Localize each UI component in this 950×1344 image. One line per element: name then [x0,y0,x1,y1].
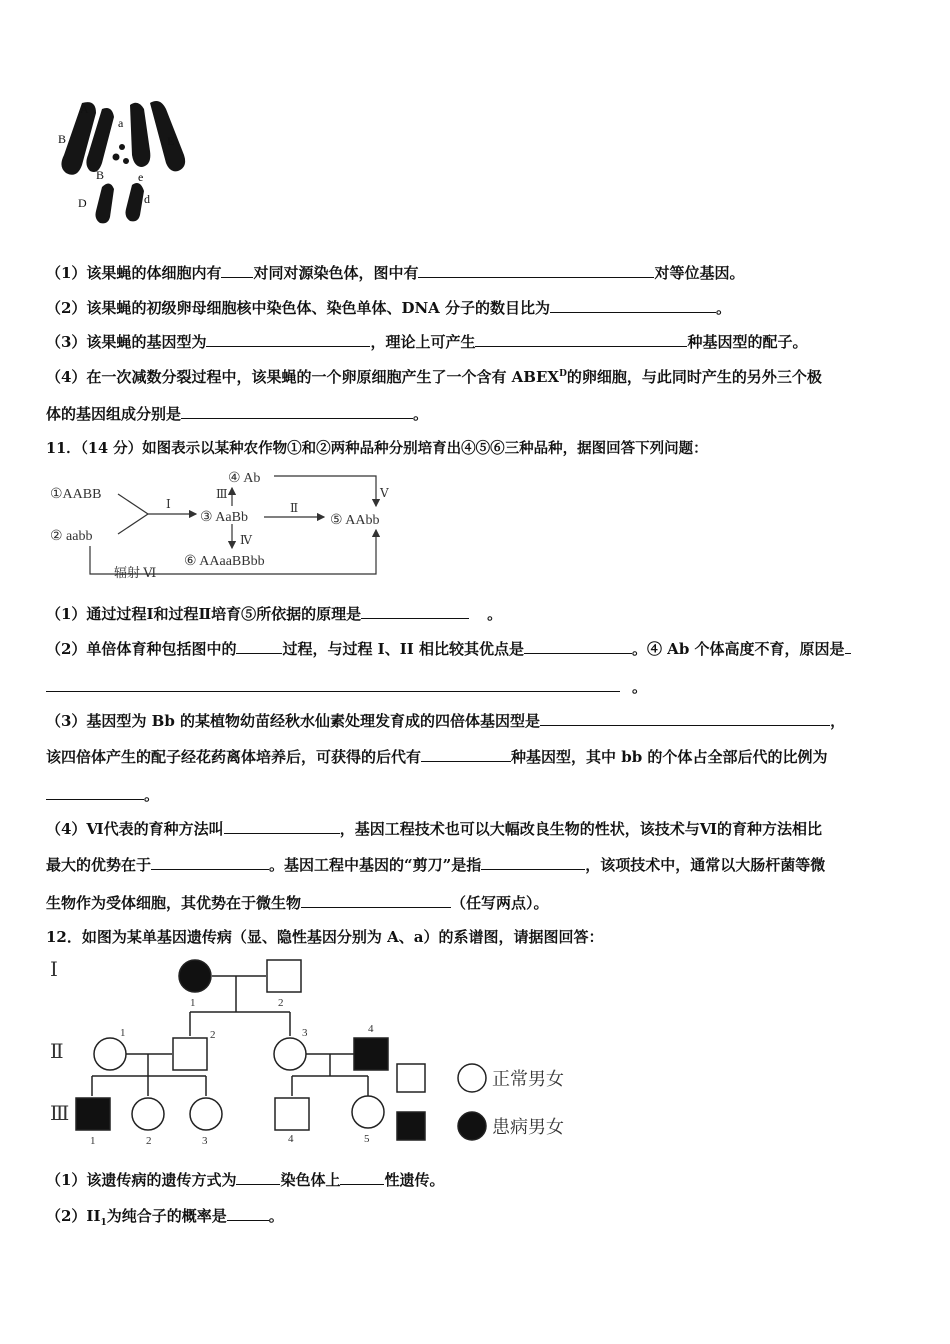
label-B-top: B [58,132,67,146]
q12-line-2: $(2)II_1$为纯合子的概率是 。 [46,1207,284,1228]
q10-line-5: 体的基因组成分别是 。 [46,405,429,423]
q11-line-2b: 。 [46,676,647,697]
generation-II: Ⅱ [50,1041,64,1063]
label-II-3: 3 [302,1027,308,1039]
label-E: E [167,134,175,148]
individual-II-1 [94,1038,126,1070]
individual-III-2 [132,1098,164,1130]
chromosome-dot [113,154,120,161]
q10-line-3: （3）该果蝇的基因型为 ，理论上可产生 种基因型的配子。 [46,333,808,351]
blank[interactable] [361,604,469,619]
individual-III-3 [190,1098,222,1130]
legend-affected-male [397,1112,425,1140]
q11-line-4: （4）Ⅵ代表的育种方法叫 ，基因工程技术也可以大幅改良生物的性状，该技术与Ⅵ的育种方法相比 [46,820,822,838]
q11-line-3: （3）基因型为 Bb 的某植物幼苗经秋水仙素处理发育成的四倍体基因型是 ， [46,712,846,730]
label-a: a [118,116,124,130]
process-VI: 辐射 Ⅵ [114,565,157,580]
blank[interactable] [221,263,253,278]
blank[interactable] [540,711,830,726]
blank[interactable] [227,1206,269,1221]
q11-line-3c: 。 [46,784,159,805]
node-2: ② aabb [50,529,93,544]
label-D: D [78,196,87,210]
individual-I-2 [267,960,301,992]
blank[interactable] [181,404,413,419]
label-III-2: 2 [146,1135,152,1147]
individual-II-3 [274,1038,306,1070]
label-II-1: 1 [120,1027,126,1039]
label-e: e [138,170,144,184]
individual-III-5 [352,1096,384,1128]
q11-line-4c: 生物作为受体细胞，其优势在于微生物 （任写两点）。 [46,894,549,912]
breeding-diagram [46,464,406,580]
label-I-2: 2 [278,997,284,1009]
blank[interactable] [481,855,585,870]
label-III-5: 5 [364,1133,370,1145]
legend-normal-label: 正常男女 [492,1069,564,1089]
pedigree-chart [44,954,584,1150]
blank[interactable] [421,747,511,762]
legend-affected-female [458,1112,486,1140]
blank[interactable] [236,1170,280,1185]
blank[interactable] [46,677,620,692]
chromosome-dot [119,144,125,150]
label-d: d [144,192,150,206]
legend-normal-female [458,1064,486,1092]
node-3: ③ AaBb [200,510,248,525]
q11-line-4b: 最大的优势在于 。基因工程中基因的“剪刀”是指 ，该项技术中，通常以大肠杆菌等微 [46,856,826,874]
label-B-low: B [96,168,105,182]
process-I: Ⅰ [166,497,171,511]
blank[interactable] [524,639,632,654]
node-6: ⑥ AAaaBBbb [184,554,265,569]
label-III-1: 1 [90,1135,96,1147]
node-1: ①AABB [50,487,102,502]
q12-heading: 12．如图为某单基因遗传病（显、隐性基因分别为 A、a）的系谱图，请据图回答： [46,928,604,946]
individual-III-4 [275,1098,309,1130]
legend-normal-male [397,1064,425,1092]
chromosome-3 [130,103,150,167]
chromosome-6 [126,183,145,221]
blank[interactable] [46,785,144,800]
blank[interactable] [301,893,451,908]
label-III-3: 3 [202,1135,208,1147]
blank[interactable] [340,1170,384,1185]
blank[interactable] [206,332,370,347]
process-V: Ⅴ [380,486,389,500]
q10-line-1: （1）该果蝇的体细胞内有 对同对源染色体，图中有 对等位基因。 [46,264,745,282]
blank[interactable] [475,332,687,347]
label-III-4: 4 [288,1133,294,1145]
chromosome-5 [96,183,115,223]
blank[interactable] [418,263,654,278]
process-IV: Ⅳ [240,533,252,547]
q11-line-2: （2）单倍体育种包括图中的 过程，与过程 I、II 相比较其优点是 。④ Ab 个体高度不育，原因是 [46,638,851,659]
q11-line-3b: 该四倍体产生的配子经花药离体培养后，可获得的后代有 种基因型，其中 bb 的个体占全部后代的比例为 [46,748,828,766]
process-II: Ⅱ [290,501,299,515]
process-III: Ⅲ [216,487,228,501]
node-5: ⑤ AAbb [330,513,380,528]
blank[interactable] [236,639,282,654]
label-II-2: 2 [210,1029,216,1041]
individual-III-1 [76,1098,110,1130]
generation-I: Ⅰ [50,959,58,981]
q11-heading: 11．（14 分）如图表示以某种农作物①和②两种品种分别培育出④⑤⑥三种品种，据图回答下列问题： [46,440,708,457]
chromosome-dot [123,158,129,164]
blank[interactable] [151,855,269,870]
q11-line-1: （1）通过过程Ⅰ和过程Ⅱ培育⑤所依据的原理是 。 [46,605,503,623]
label-I-1: 1 [190,997,196,1009]
individual-II-4 [354,1038,388,1070]
generation-III: Ⅲ [50,1103,70,1125]
node-4: ④ Ab [228,471,261,486]
q10-line-2: （2）该果蝇的初级卵母细胞核中染色体、染色单体、DNA 分子的数目比为 。 [46,299,732,317]
chromosome-figure [52,95,192,230]
individual-II-2 [173,1038,207,1070]
blank[interactable] [845,639,851,654]
legend-affected-label: 患病男女 [492,1117,564,1137]
individual-I-1 [179,960,211,992]
q12-line-1: （1）该遗传病的遗传方式为 染色体上 性遗传。 [46,1171,445,1189]
blank[interactable] [550,298,716,313]
blank[interactable] [224,819,340,834]
q10-line-4: （4）在一次减数分裂过程中，该果蝇的一个卵原细胞产生了一个含有 $ABEX^D$的卵细胞，与此同时产生的另外三个极 [46,368,822,386]
label-A: A [80,102,89,116]
label-II-4: 4 [368,1023,374,1035]
